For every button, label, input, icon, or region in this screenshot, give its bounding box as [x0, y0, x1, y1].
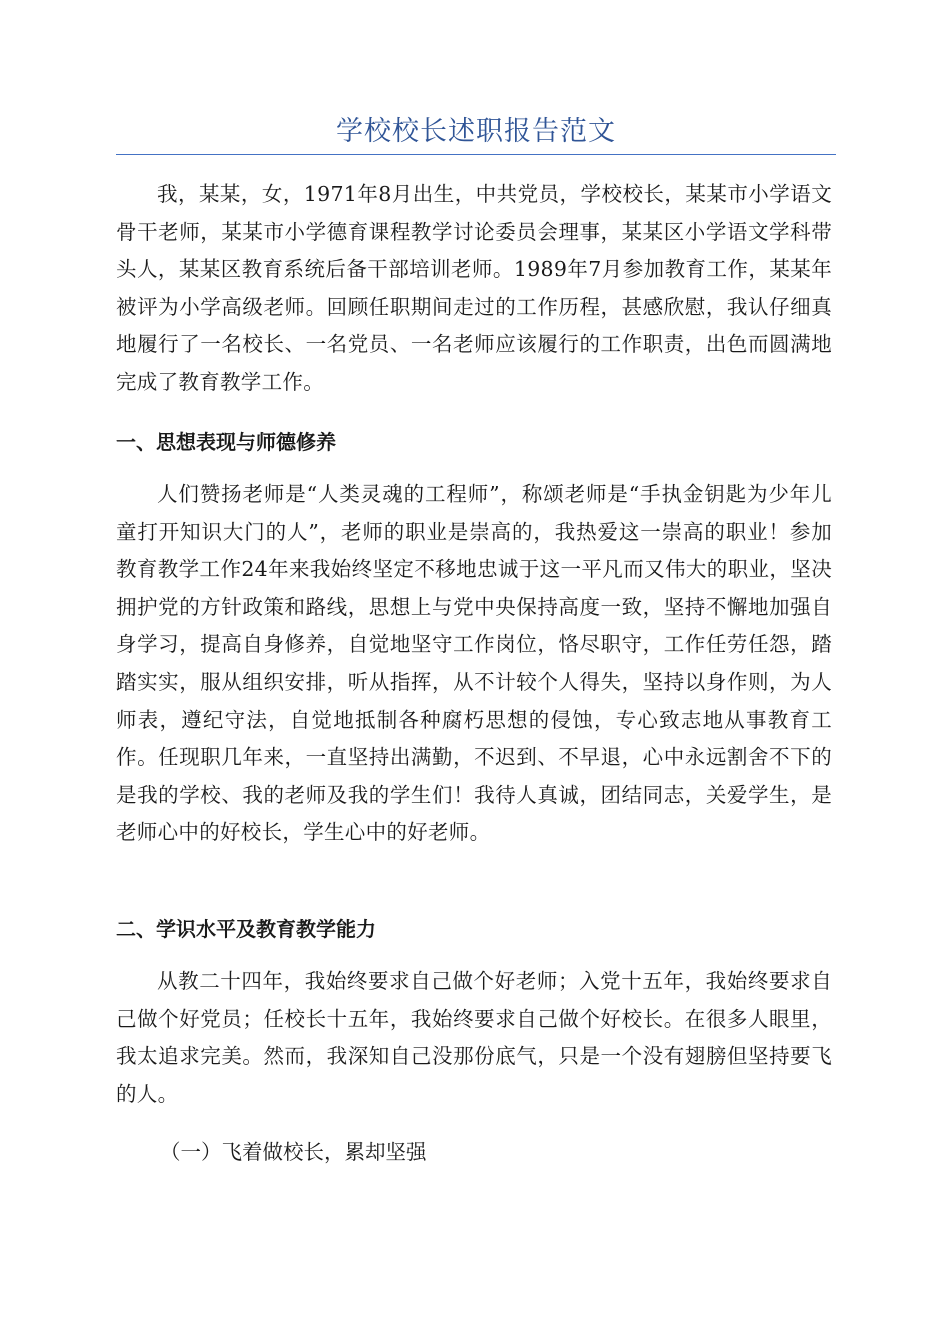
- section-2-paragraph: 从教二十四年，我始终要求自己做个好老师；入党十五年，我始终要求自己做个好党员；任校长十五年，我始终要求自己做个好校长。在很多人眼里，我太追求完美。然而，我深知自己没那份底气，只是一个没有翅膀但坚持要飞的人。: [116, 969, 832, 1106]
- intro-paragraph: 我，某某，女，1971年8月出生，中共党员，学校校长，某某市小学语文骨干老师，某某市小学德育课程教学讨论委员会理事，某某区小学语文学科带头人，某某区教育系统后备干部培训老师。1989年7月参加教育工作，某某年被评为小学高级老师。回顾任职期间走过的工作历程，甚感欣慰，我认仔细真地履行了一名校长、一名党员、一名老师应该履行的工作职责，出色而圆满地完成了教育教学工作。: [116, 182, 832, 394]
- section-heading-1: 一、思想表现与师德修养: [116, 430, 336, 454]
- section-1-paragraph: 人们赞扬老师是“人类灵魂的工程师”，称颂老师是“手执金钥匙为少年儿童打开知识大门的人”，老师的职业是崇高的，我热爱这一崇高的职业！参加教育教学工作24年来我始终坚定不移地忠诚于这一平凡而又伟大的职业，坚决拥护党的方针政策和路线，思想上与党中央保持高度一致，坚持不懈地加强自身学习，提高自身修养，自觉地坚守工作岗位，恪尽职守，工作任劳任怨，踏踏实实，服从组织安排，听从指挥，从不计较个人得失，坚持以身作则，为人师表，遵纪守法，自觉地抵制各种腐朽思想的侵蚀，专心致志地从事教育工作。任现职几年来，一直坚持出满勤，不迟到、不早退，心中永远割舍不下的是我的学校、我的老师及我的学生们！我待人真诚，团结同志，关爱学生，是老师心中的好校长，学生心中的好老师。: [116, 482, 832, 845]
- document-title: 学校校长述职报告范文: [336, 116, 616, 147]
- section-heading-2: 二、学识水平及教育教学能力: [116, 917, 376, 941]
- subsection-heading-1: （一）飞着做校长，累却坚强: [160, 1140, 427, 1164]
- title-underline: [116, 154, 836, 155]
